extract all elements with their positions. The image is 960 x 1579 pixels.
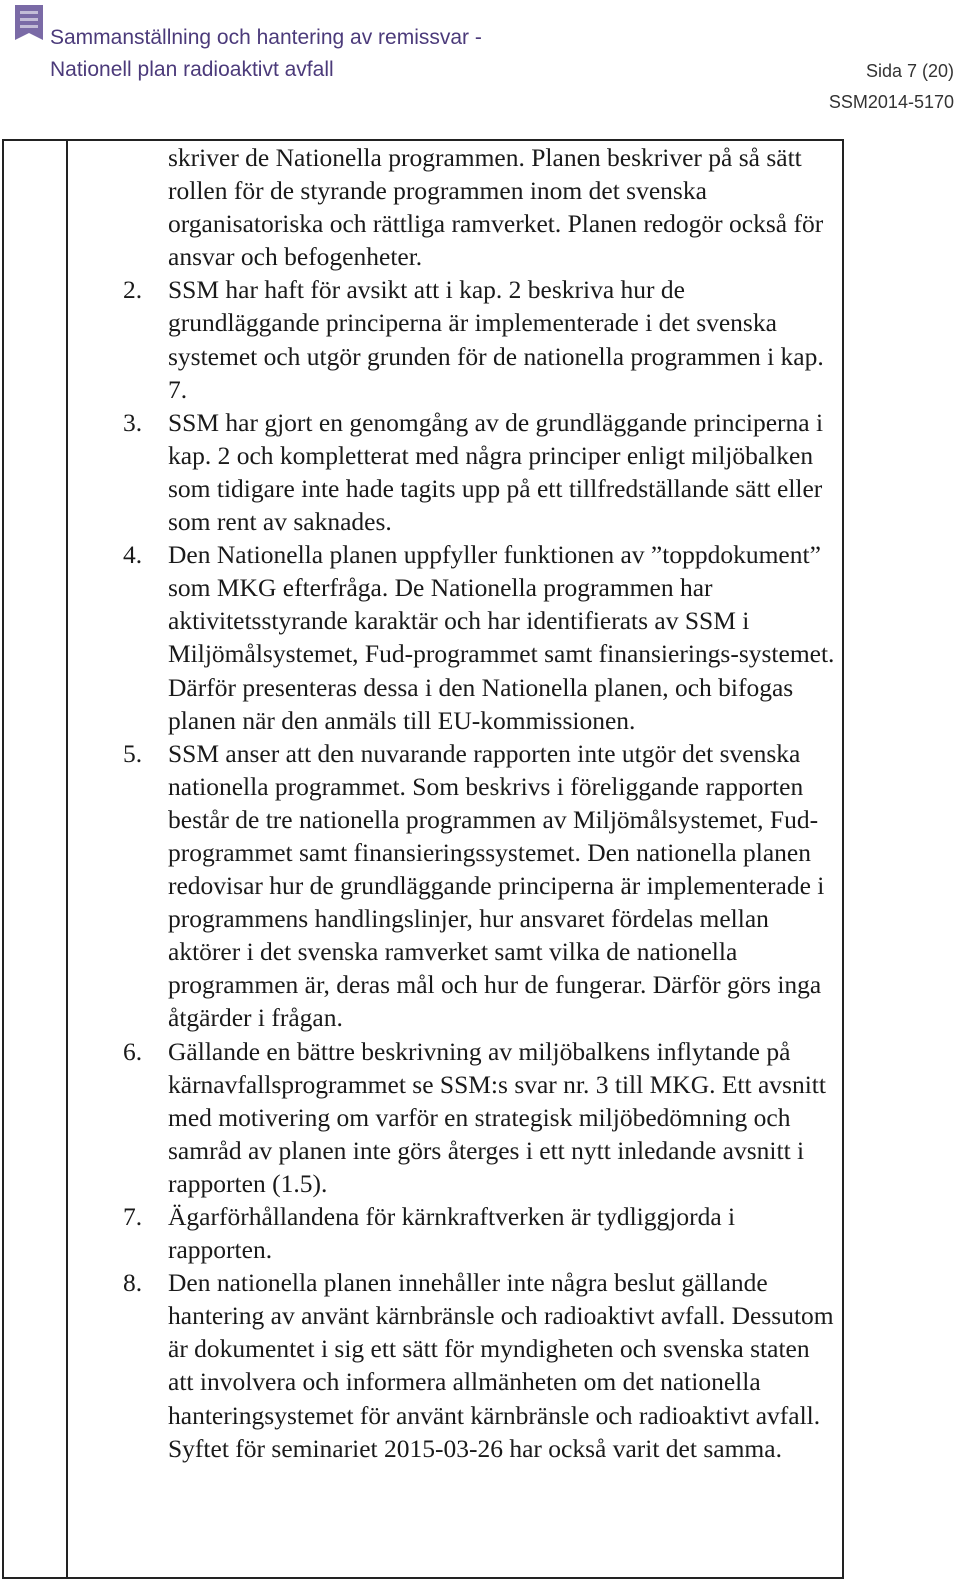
list-item-number: 6.: [123, 1036, 143, 1066]
list-item: [123, 538, 838, 737]
list-item-text: Den Nationella planen uppfyller funktionen av ”toppdokument” som MKG efterfråga. De Nationella programmen har aktivitetsstyrande karaktär och har identifierats av SSM i Miljömålsystemet, Fud-programmet samt finansierings-systemet. Därför presenteras dessa i den Nationella planen, och bifogas planen när den anmäls till EU-kommissionen.: [168, 540, 835, 735]
response-list: [123, 273, 838, 1464]
list-item: [123, 1266, 838, 1465]
list-item-text: Ägarförhållandena för kärnkraftverken är tydliggjorda i rapporten.: [168, 1202, 736, 1265]
continuation-paragraph: skriver de Nationella programmen. Planen beskriver på så sätt rollen för de styrande programmen inom det svenska organisatoriska och rättliga ramverket. Planen redogör också för ansvar och befogenheter.: [168, 143, 824, 272]
list-item: [123, 1035, 838, 1200]
table-column-separator: [66, 139, 68, 1579]
list-item-number: 7.: [123, 1202, 143, 1231]
list-item-text: SSM anser att den nuvarande rapporten inte utgör det svenska nationella programmet. Som beskrivs i föreliggande rapporten består de tre nationella programmen av Miljömålsystemet, Fud-programmet samt finansieringssystemet. Den nationella planen redovisar hur de grundläggande principerna är implementerade i programmens handlingslinjer, hur ansvaret fördelas mellan aktörer i det svenska ramverket samt vilka de nationella programmen är, deras mål och hur de fungerar. Därför görs inga åtgärder i frågan.: [168, 738, 825, 1033]
list-item: [123, 1200, 838, 1266]
list-item-number: 3.: [123, 407, 143, 437]
response-cell: [123, 141, 838, 1465]
list-item-text: SSM har haft för avsikt att i kap. 2 beskriva hur de grundläggande principerna är implementerade i det svenska systemet och utgör grunden för de nationella programmen i kap. 7.: [168, 275, 824, 404]
page-number: Sida 7 (20): [865, 61, 954, 81]
list-item: [123, 737, 838, 1035]
list-item-text: Gällande en bättre beskrivning av miljöbalkens inflytande på kärnavfallsprogrammet se SSM:s svar nr. 3 till MKG. Ett avsnitt med motivering om varför en strategisk miljöbedömning och samråd av planen inte görs återges i ett nytt inledande avsnitt i rapporten (1.5).: [168, 1036, 826, 1198]
list-item-text: Den nationella planen innehåller inte några beslut gällande hantering av använt kärnbränsle och radioaktivt avfall. Dessutom är dokumentet i sig ett sätt för myndigheten och svenska staten att involvera och informera allmänheten om det nationella hanteringsystemet för använt kärnbränsle och radioaktivt avfall. Syftet för seminariet 2015-03-26 har också varit det samma.: [168, 1268, 834, 1463]
document-id: SSM2014-5170: [828, 92, 954, 112]
list-item-number: 2.: [123, 275, 143, 305]
list-item-number: 8.: [123, 1268, 143, 1298]
list-item-text: SSM har gjort en genomgång av de grundläggande principerna i kap. 2 och kompletterat med några principer enligt miljöbalken som tidigare inte hade tagits upp på ett tillfredställande sätt eller som rent av saknades.: [168, 407, 824, 537]
header-title-line1: Sammanställning och hantering av remissvar -: [50, 26, 482, 49]
header-title-line2: Nationell plan radioaktivt avfall: [50, 58, 334, 81]
list-item: [123, 273, 838, 405]
list-item: [123, 406, 838, 538]
list-item-number: 5.: [123, 738, 143, 768]
list-item-number: 4.: [123, 540, 143, 570]
ssm-logo-icon: [14, 4, 44, 42]
